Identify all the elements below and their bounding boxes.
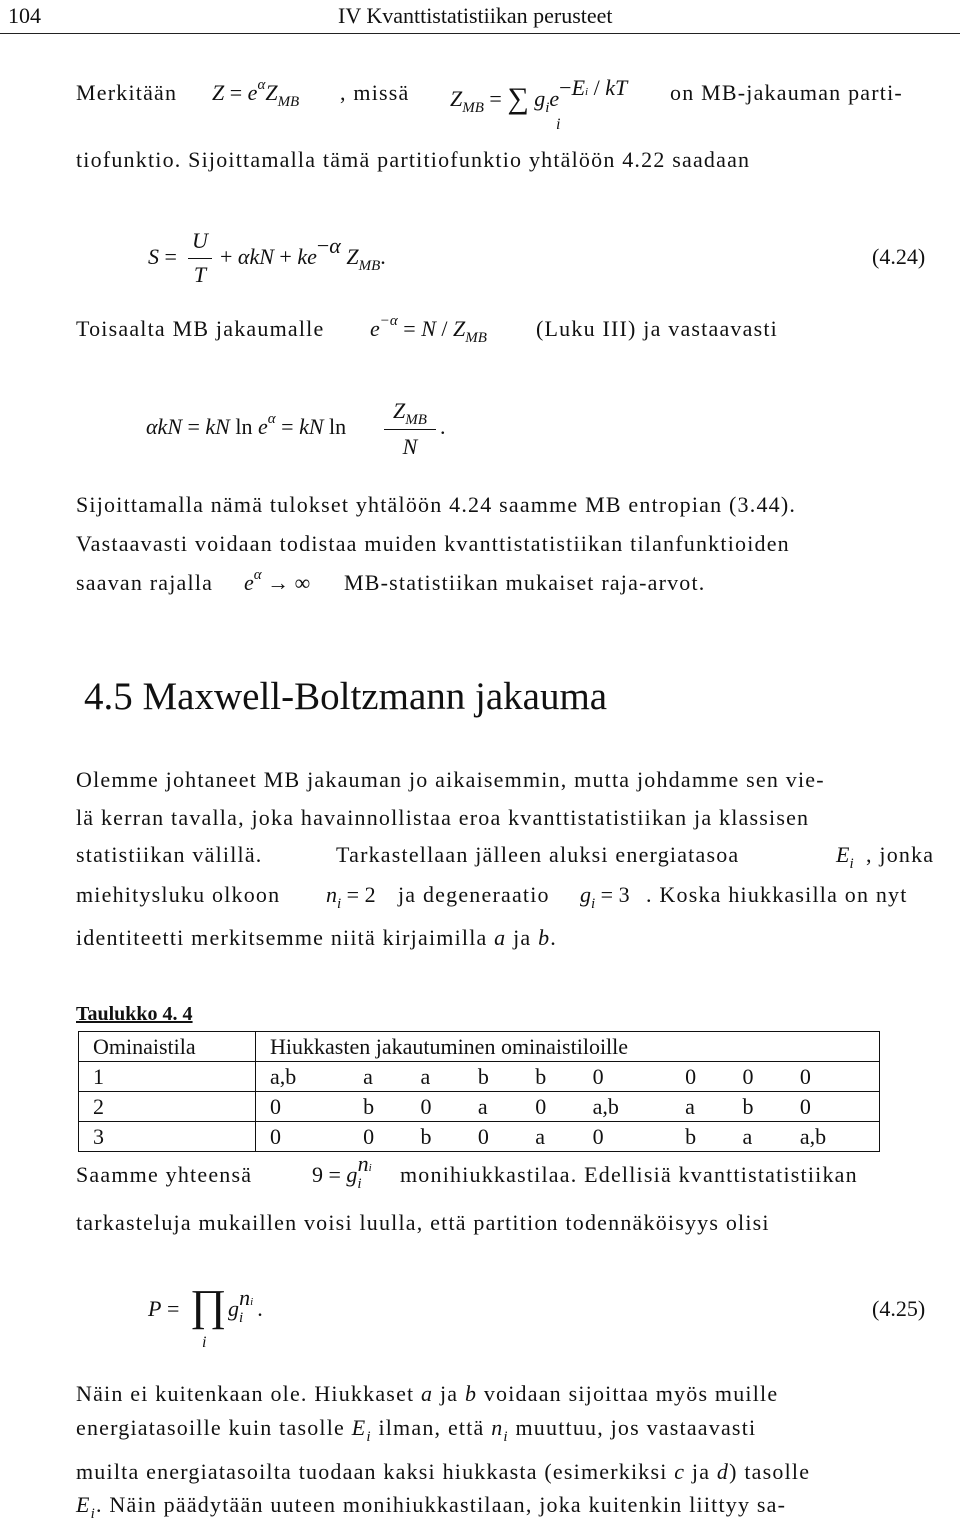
p4-letter-b: b (538, 925, 551, 950)
p6-l1e: voidaan sijoittaa myös muille (483, 1381, 779, 1406)
table-cell: 0 (786, 1062, 880, 1092)
table-cell: 0 (464, 1122, 521, 1152)
table-cell: b (728, 1092, 785, 1122)
p6-l2c: muuttuu, jos vastaavasti (515, 1415, 757, 1440)
table-caption: Taulukko 4. 4 (76, 1003, 193, 1025)
table-cell: 0 (256, 1092, 350, 1122)
table-cell: b (521, 1062, 578, 1092)
eq424-lhs: S = (148, 244, 177, 269)
eq-period: . (440, 414, 446, 439)
p6-l3c: ja (691, 1459, 711, 1484)
eq425-number: (4.25) (872, 1296, 926, 1321)
distribution-table (78, 1031, 880, 1152)
p4-line5 (76, 925, 557, 951)
section-heading: 4.5 Maxwell-Boltzmann jakauma (84, 675, 608, 718)
table-cell: 2 (79, 1092, 256, 1122)
p6-line1 (76, 1381, 778, 1407)
eq424-fraction-u-over-t: U T (188, 228, 212, 288)
table-cell: 0 (256, 1122, 350, 1152)
table-header-row (79, 1032, 880, 1062)
table-cell: 0 (349, 1122, 406, 1152)
p3-line3a: saavan rajalla (76, 570, 214, 595)
eq-nine: 9 = gini (312, 1151, 372, 1192)
table-cell: 0 (579, 1122, 671, 1152)
table-cell: a (464, 1092, 521, 1122)
eq-limit: eα → ∞ (244, 567, 311, 595)
p4-line3c: , jonka (866, 842, 935, 867)
table-cell: 0 (786, 1092, 880, 1122)
p6-ei-2: $E_i$ (76, 1492, 97, 1522)
p6-letter-a: a (421, 1381, 434, 1406)
eq425-lhs: P = (148, 1296, 180, 1321)
p5-line2: tarkasteluja mukaillen voisi luulla, että partition todennäköisyys olisi (76, 1210, 770, 1235)
p1-line2: tiofunktio. Sijoittamalla tämä partitiofunktio yhtälöön 4.22 saadaan (76, 147, 751, 172)
eq-alpha-kn: αkN = kN ln eα = kN ln (146, 411, 347, 439)
table-cell: a (521, 1122, 578, 1152)
p1-text-parti: on MB-jakauman parti- (670, 80, 903, 105)
eq-e-alpha: e−α = N / ZMB (370, 313, 487, 346)
table-cell: 3 (79, 1122, 256, 1152)
eq-gi: gi = 3 (580, 882, 630, 912)
eq-fraction-zmb-over-n: ZMB N (384, 398, 436, 458)
p4-line2: lä kerran tavalla, joka havainnollistaa eroa kvanttistatistiikan ja klassisen (76, 805, 810, 830)
table-cell: a,b (579, 1092, 671, 1122)
chapter-title: IV Kvanttistatistiikan perusteet (338, 3, 613, 28)
p6-line4 (76, 1492, 787, 1522)
p6-l4b: . Näin päädytään uuteen monihiukkastilaan, joka kuitenkin liittyy sa- (96, 1492, 787, 1517)
table-body (79, 1062, 880, 1152)
p4-line3b: Tarkastellaan jälleen aluksi energiatasoa (336, 842, 740, 867)
eq424-number: (4.24) (872, 244, 926, 269)
product-symbol: ∏ (190, 1281, 227, 1330)
p6-line3 (76, 1459, 810, 1485)
p4-line3a: statistiikan välillä. (76, 842, 263, 867)
p2-text-toisaalta: Toisaalta MB jakaumalle (76, 316, 325, 341)
p6-l3a: muilta energiatasoilta tuodaan kaksi hiukkasta (esimerkiksi (76, 1459, 668, 1484)
table-header-cell: Ominaistila (79, 1032, 256, 1062)
p3-line1: Sijoittamalla nämä tulokset yhtälöön 4.24 saamme MB entropian (3.44). (76, 492, 797, 517)
table-cell: a (728, 1122, 785, 1152)
table-cell: 1 (79, 1062, 256, 1092)
p5-text-saamme: Saamme yhteensä (76, 1162, 253, 1187)
p4-line4a: miehitysluku olkoon (76, 882, 281, 907)
table-header-cell: Hiukkasten jakautuminen ominaistiloille (256, 1032, 880, 1062)
p6-ei: $E_i$ (351, 1415, 372, 1445)
table-cell: b (349, 1092, 406, 1122)
p6-line2 (76, 1415, 757, 1445)
table-cell: b (671, 1122, 728, 1152)
eq-z-definition: Z = eαZMB (212, 77, 300, 110)
header-rule (0, 33, 960, 34)
table-cell: b (464, 1062, 521, 1092)
eq425-rhs: gini . (228, 1285, 263, 1326)
page-number: 104 (8, 3, 41, 28)
p1-text-missa: , missä (340, 80, 410, 105)
p6-letter-c: c (674, 1459, 686, 1484)
p4-line5-ja: ja (513, 925, 532, 950)
p6-letter-d: d (716, 1459, 730, 1484)
table-row (79, 1122, 880, 1152)
p3-line3b: MB-statistiikan mukaiset raja-arvot. (344, 570, 706, 595)
p4-line4c: . Koska hiukkasilla on nyt (646, 882, 908, 907)
p4-line1: Olemme johtaneet MB jakauman jo aikaisemmin, mutta johdamme sen vie- (76, 767, 825, 792)
p6-l2b: ilman, että (378, 1415, 485, 1440)
table-cell: a (349, 1062, 406, 1092)
p4-line4b: ja degeneraatio (398, 882, 550, 907)
p3-line2: Vastaavasti voidaan todistaa muiden kvanttistatistiikan tilanfunktioiden (76, 531, 790, 556)
table-cell: a,b (786, 1122, 880, 1152)
p4-line5-period: . (550, 925, 557, 950)
table-cell: 0 (579, 1062, 671, 1092)
table-cell: a (671, 1092, 728, 1122)
table-cell: 0 (728, 1062, 785, 1092)
p2-text-luku: (Luku III) ja vastaavasti (536, 316, 778, 341)
eq-ei: Ei (836, 842, 854, 872)
p6-l1c: ja (439, 1381, 459, 1406)
table-cell: a (406, 1062, 463, 1092)
p1-text-merkitaan: Merkitään (76, 80, 178, 105)
table-cell: a,b (256, 1062, 350, 1092)
table-cell: b (406, 1122, 463, 1152)
table-cell: 0 (406, 1092, 463, 1122)
p6-letter-b: b (464, 1381, 478, 1406)
table-cell: 0 (671, 1062, 728, 1092)
p6-l2a: energiatasoille kuin tasolle (76, 1415, 346, 1440)
table-row (79, 1092, 880, 1122)
eq-ni: ni = 2 (326, 882, 376, 912)
table-cell: 0 (521, 1092, 578, 1122)
sum-index-i: i (556, 116, 561, 133)
p6-l3e: ) tasolle (729, 1459, 811, 1484)
p4-letter-a: a (494, 925, 507, 950)
eq-zmb-sum: ZMB = ∑ gie−Ei / kT (450, 75, 628, 116)
p5-text-monihiukkastilaa: monihiukkastilaa. Edellisiä kvanttistatistiikan (400, 1162, 858, 1187)
p4-line5-text: identiteetti merkitsemme niitä kirjaimilla (76, 925, 488, 950)
p6-ni: $n_i$ (491, 1415, 509, 1445)
p6-l1a: Näin ei kuitenkaan ole. Hiukkaset (76, 1381, 415, 1406)
product-index-i: i (202, 1334, 207, 1351)
table-row (79, 1062, 880, 1092)
eq424-rhs: + αkN + ke−α ZMB. (220, 233, 386, 274)
